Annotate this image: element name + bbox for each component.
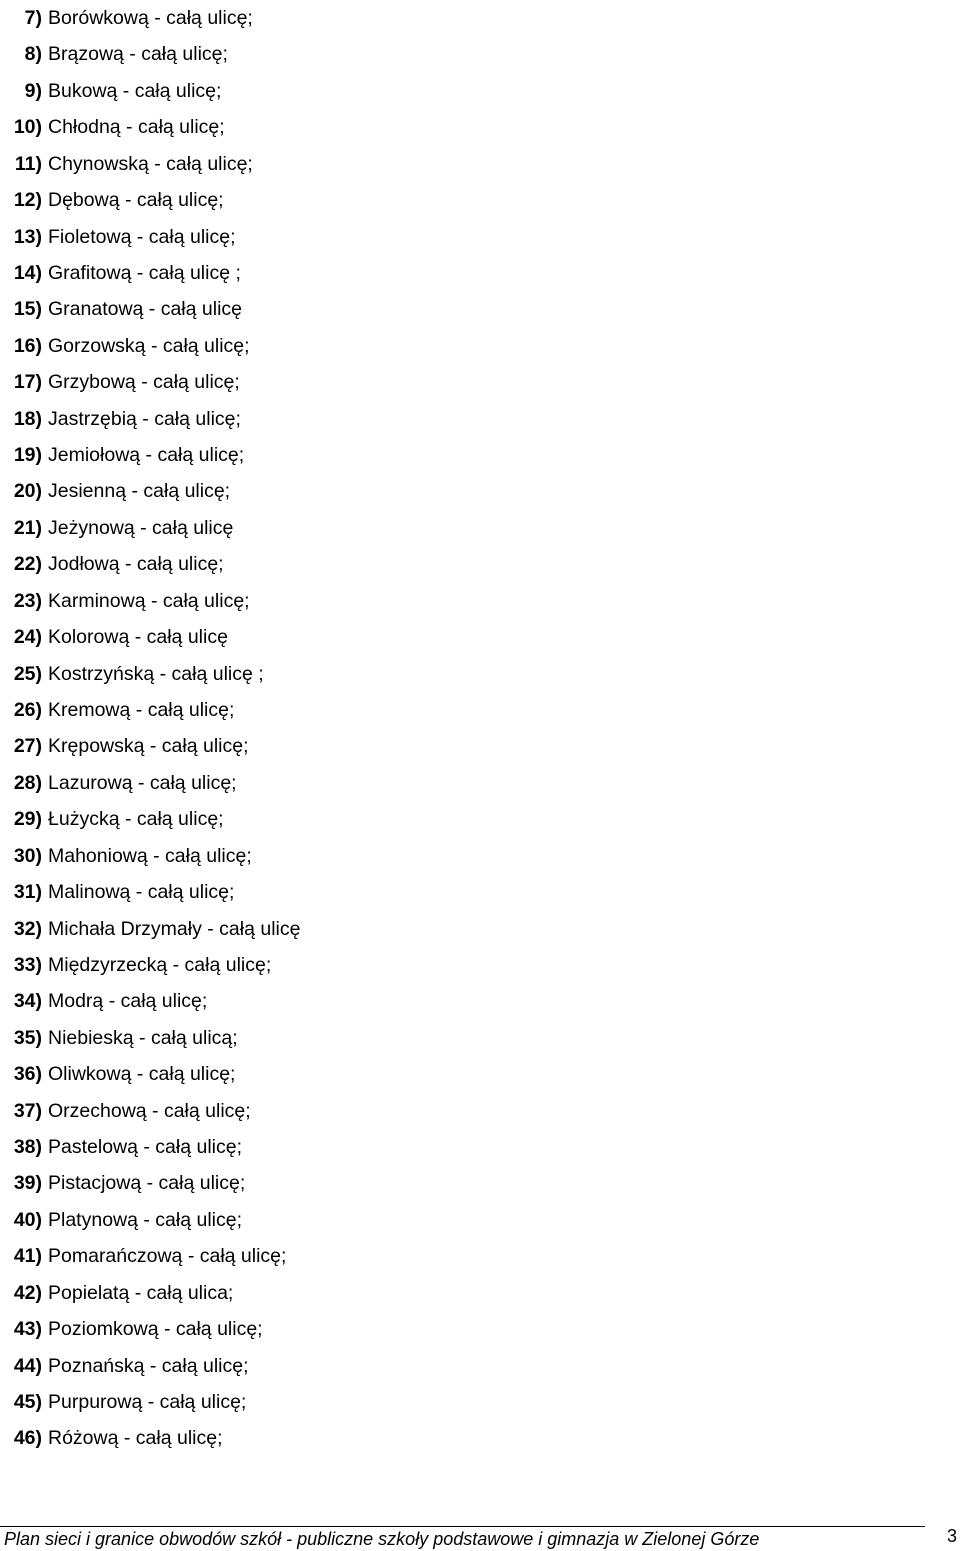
list-item-number: 32): [13, 917, 42, 940]
list-item-number: 36): [13, 1063, 42, 1086]
footer-divider: [0, 1526, 925, 1527]
list-item-text: Poznańską - całą ulicę;: [48, 1354, 249, 1377]
list-item: [0, 656, 264, 692]
list-item-text: Jeżynową - całą ulicę: [48, 516, 234, 539]
list-item-number: 35): [13, 1026, 42, 1049]
list-item-number: 9): [24, 79, 42, 102]
list-item-number: 20): [13, 480, 42, 503]
list-item-text: Platynową - całą ulicę;: [48, 1208, 243, 1231]
list-item-text: Modrą - całą ulicę;: [48, 990, 208, 1013]
list-item-text: Krępowską - całą ulicę;: [48, 735, 249, 758]
list-item-number: 11): [14, 152, 42, 175]
list-item-text: Międzyrzecką - całą ulicę;: [48, 953, 272, 976]
list-item-text: Grzybową - całą ulicę;: [48, 371, 240, 394]
list-item-text: Jesienną - całą ulicę;: [48, 480, 231, 503]
list-item-text: Karminową - całą ulicę;: [48, 589, 250, 612]
list-item: [0, 401, 241, 437]
list-item: [0, 219, 236, 255]
list-item-text: Fioletową - całą ulicę;: [48, 225, 236, 248]
list-item-number: 24): [13, 626, 42, 649]
list-item-text: Bukową - całą ulicę;: [48, 79, 222, 102]
list-item: [0, 947, 271, 983]
list-item-text: Malinową - całą ulicę;: [48, 881, 235, 904]
list-item: [0, 73, 221, 109]
list-item: [0, 838, 252, 874]
list-item-number: 39): [13, 1172, 42, 1195]
list-item-number: 38): [13, 1136, 42, 1159]
list-item-number: 25): [13, 662, 42, 685]
list-item-text: Michała Drzymały - całą ulicę: [48, 917, 301, 940]
list-item: [0, 1056, 235, 1092]
list-item-number: 10): [13, 116, 42, 139]
list-item-text: Kremową - całą ulicę;: [48, 698, 235, 721]
list-item: [0, 291, 242, 327]
list-item: [0, 1020, 238, 1056]
list-item: [0, 546, 224, 582]
list-item-number: 30): [13, 844, 42, 867]
list-item: [0, 728, 249, 764]
list-item: [0, 1093, 251, 1129]
list-item: [0, 1384, 246, 1420]
list-item: [0, 1129, 242, 1165]
list-item: [0, 364, 240, 400]
list-item-text: Pomarańczową - całą ulicę;: [48, 1245, 287, 1268]
list-item-number: 31): [13, 881, 42, 904]
list-item-text: Grafitową - całą ulicę ;: [48, 261, 241, 284]
list-item-number: 19): [13, 444, 42, 467]
list-item-text: Jastrzębią - całą ulicę;: [48, 407, 241, 430]
list-item-number: 28): [13, 771, 42, 794]
list-item: [0, 255, 241, 291]
list-item-text: Gorzowską - całą ulicę;: [48, 334, 250, 357]
list-item-text: Popielatą - całą ulica;: [48, 1281, 234, 1304]
list-item: [0, 1238, 286, 1274]
list-item-text: Dębową - całą ulicę;: [48, 189, 224, 212]
list-item-text: Jodłową - całą ulicę;: [48, 553, 224, 576]
list-item: [0, 1165, 245, 1201]
list-item: [0, 1202, 242, 1238]
list-item: [0, 765, 237, 801]
list-item: [0, 583, 250, 619]
list-item-number: 17): [13, 371, 42, 394]
list-item-number: 41): [13, 1245, 42, 1268]
list-item-text: Niebieską - całą ulicą;: [48, 1026, 238, 1049]
list-item-number: 29): [13, 808, 42, 831]
list-item-text: Chynowską - całą ulicę;: [48, 152, 253, 175]
list-item-text: Poziomkową - całą ulicę;: [48, 1318, 263, 1341]
list-item-number: 15): [13, 298, 42, 321]
list-item: [0, 146, 253, 182]
list-item-text: Mahoniową - całą ulicę;: [48, 844, 252, 867]
list-item-number: 34): [13, 990, 42, 1013]
list-item-number: 12): [13, 189, 42, 212]
list-item-text: Łużycką - całą ulicę;: [48, 808, 224, 831]
list-item-text: Jemiołową - całą ulicę;: [48, 444, 245, 467]
list-item-text: Purpurową - całą ulicę;: [48, 1390, 247, 1413]
list-item-text: Pistacjową - całą ulicę;: [48, 1172, 246, 1195]
list-item: [0, 983, 207, 1019]
list-item-number: 43): [13, 1318, 42, 1341]
list-item-number: 23): [13, 589, 42, 612]
list-item-text: Orzechową - całą ulicę;: [48, 1099, 251, 1122]
list-item-text: Borówkową - całą ulicę;: [48, 7, 253, 29]
list-item: [0, 510, 233, 546]
footer-title: Plan sieci i granice obwodów szkół - publiczne szkoły podstawowe i gimnazja w Zielonej Górze: [4, 1529, 760, 1549]
list-item: [0, 109, 225, 145]
list-item: [0, 692, 234, 728]
list-item-number: 22): [13, 553, 42, 576]
list-item-text: Chłodną - całą ulicę;: [48, 116, 225, 139]
list-item: [0, 36, 228, 72]
list-item-number: 27): [13, 735, 42, 758]
list-item-number: 40): [13, 1208, 42, 1231]
list-item-number: 37): [13, 1099, 42, 1122]
list-item: [0, 437, 244, 473]
list-item-number: 33): [13, 953, 42, 976]
list-item-number: 44): [13, 1354, 42, 1377]
list-item-number: 45): [13, 1390, 42, 1413]
list-item-text: Lazurową - całą ulicę;: [48, 771, 237, 794]
list-item: [0, 1275, 233, 1311]
list-item: [0, 874, 234, 910]
list-item-text: Brązową - całą ulicę;: [48, 43, 228, 66]
page-number: 3: [947, 1526, 958, 1546]
list-item: [0, 619, 228, 655]
list-item: [0, 0, 253, 36]
list-item-text: Różową - całą ulicę;: [48, 1427, 223, 1450]
list-item: [0, 1311, 263, 1347]
list-item-number: 16): [13, 334, 42, 357]
list-item-text: Granatową - całą ulicę: [48, 298, 243, 321]
list-item-number: 42): [13, 1281, 42, 1304]
list-item: [0, 473, 230, 509]
list-item-number: 26): [13, 698, 42, 721]
list-item-number: 13): [13, 225, 42, 248]
list-item-text: Kostrzyńską - całą ulicę ;: [48, 662, 264, 685]
list-item: [0, 1420, 223, 1456]
list-item: [0, 328, 250, 364]
list-item: [0, 911, 300, 947]
list-item-number: 14): [13, 261, 42, 284]
list-item: [0, 1348, 249, 1384]
list-item-number: 7): [24, 7, 42, 29]
list-item-number: 18): [13, 407, 42, 430]
list-item-text: Pastelową - całą ulicę;: [48, 1136, 243, 1159]
list-item: [0, 801, 224, 837]
list-item: [0, 182, 224, 218]
list-item-number: 46): [13, 1427, 42, 1450]
list-item-text: Kolorową - całą ulicę: [48, 626, 228, 649]
list-item-text: Oliwkową - całą ulicę;: [48, 1063, 236, 1086]
list-item-number: 21): [13, 516, 42, 539]
list-item-number: 8): [24, 43, 42, 66]
